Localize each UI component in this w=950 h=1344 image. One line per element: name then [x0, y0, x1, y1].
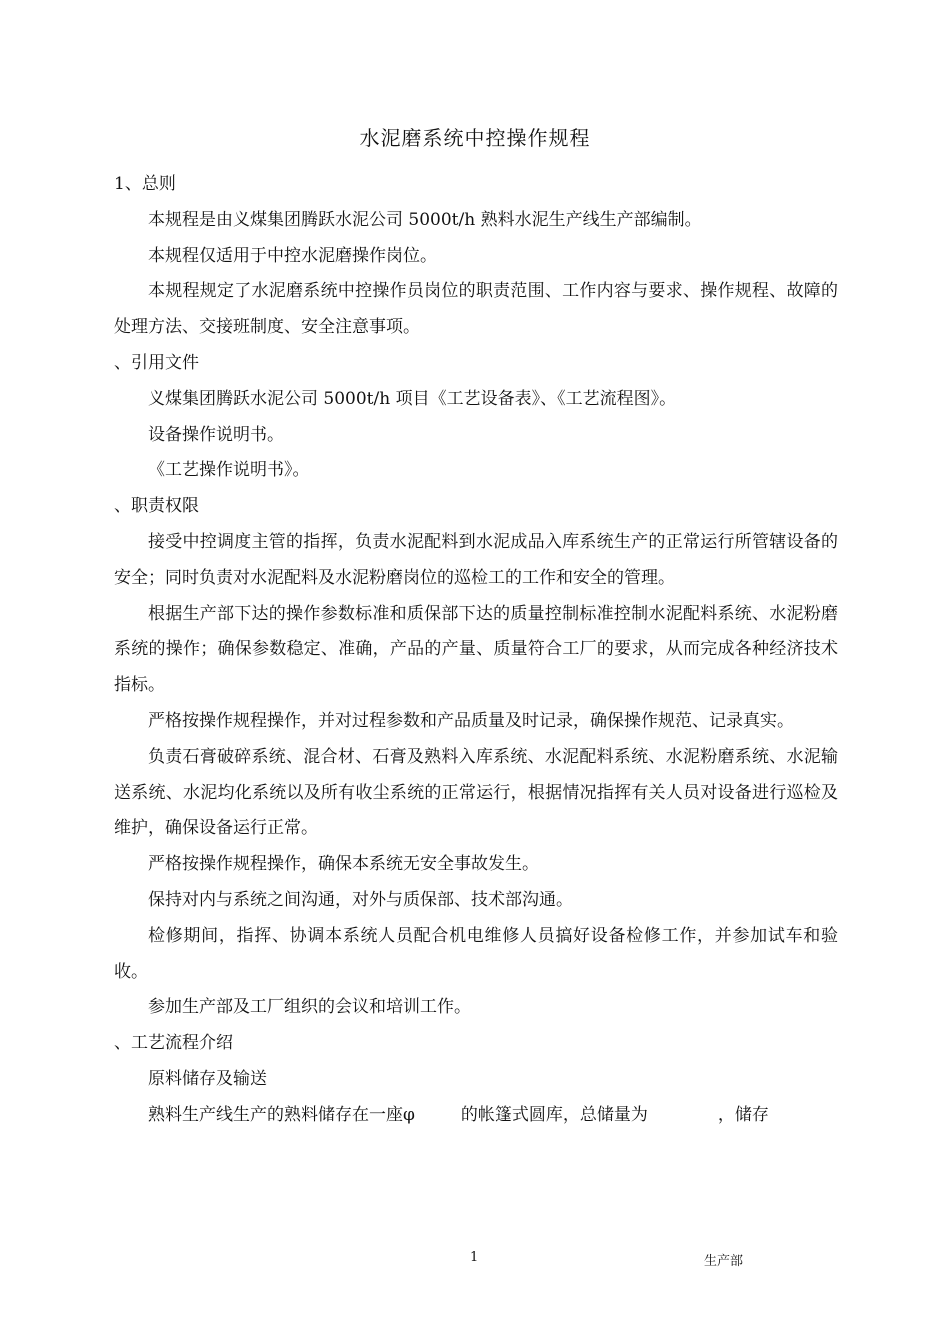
paragraph: 本规程仅适用于中控水泥磨操作岗位。: [148, 245, 437, 266]
paragraph: 严格按操作规程操作，并对过程参数和产品质量及时记录，确保操作规范、记录真实。: [148, 710, 794, 731]
section-heading: 1、总则: [114, 174, 176, 194]
paragraph-last: [114, 1098, 838, 1134]
paragraph: 原料储存及输送: [148, 1068, 267, 1089]
paragraph: 负责石膏破碎系统、混合材、石膏及熟料入库系统、水泥配料系统、水泥粉磨系统、水泥输送系统、水泥均化系统以及所有收尘系统的正常运行，根据情况指挥有关人员对设备进行巡检及维护，确保设备运行正常。: [114, 746, 838, 839]
section-heading: 、工艺流程介绍: [114, 1033, 233, 1054]
paragraph: 设备操作说明书。: [148, 424, 284, 445]
paragraph: 保持对内与系统之间沟通，对外与质保部、技术部沟通。: [148, 889, 573, 910]
paragraph: 根据生产部下达的操作参数标准和质保部下达的质量控制标准控制水泥配料系统、水泥粉磨系统的操作；确保参数稳定、准确，产品的产量、质量符合工厂的要求，从而完成各种经济技术指标。: [114, 603, 838, 696]
last-line-part1: 熟料生产线生产的熟料储存在一座φ: [148, 1104, 415, 1125]
paragraph: 本规程规定了水泥磨系统中控操作员岗位的职责范围、工作内容与要求、操作规程、故障的处理方法、交接班制度、安全注意事项。: [114, 281, 838, 338]
last-line-part3: ，储存: [717, 1104, 769, 1125]
paragraph: 检修期间，指挥、协调本系统人员配合机电维修人员搞好设备检修工作，并参加试车和验收。: [114, 925, 838, 982]
paragraph: 接受中控调度主管的指挥，负责水泥配料到水泥成品入库系统生产的正常运行所管辖设备的安全；同时负责对水泥配料及水泥粉磨岗位的巡检工的工作和安全的管理。: [114, 531, 838, 588]
document-body: [114, 167, 838, 1134]
footer-department: 生产部: [704, 1254, 744, 1269]
paragraph: 严格按操作规程操作，确保本系统无安全事故发生。: [148, 854, 539, 875]
paragraph: 参加生产部及工厂组织的会议和培训工作。: [148, 997, 471, 1018]
paragraph: 义煤集团腾跃水泥公司 5000t/h 项目《工艺设备表》、《工艺流程图》。: [148, 388, 677, 409]
section-heading: 、职责权限: [114, 496, 199, 517]
page-number: 1: [470, 1250, 479, 1265]
section-heading: 、引用文件: [114, 352, 199, 373]
last-line-part2: 的帐篷式圆库，总储量为: [460, 1104, 648, 1125]
document-title: 水泥磨系统中控操作规程: [359, 126, 591, 150]
paragraph: 《工艺操作说明书》。: [148, 460, 310, 481]
paragraph: 本规程是由义煤集团腾跃水泥公司 5000t/h 熟料水泥生产线生产部编制。: [148, 209, 702, 230]
